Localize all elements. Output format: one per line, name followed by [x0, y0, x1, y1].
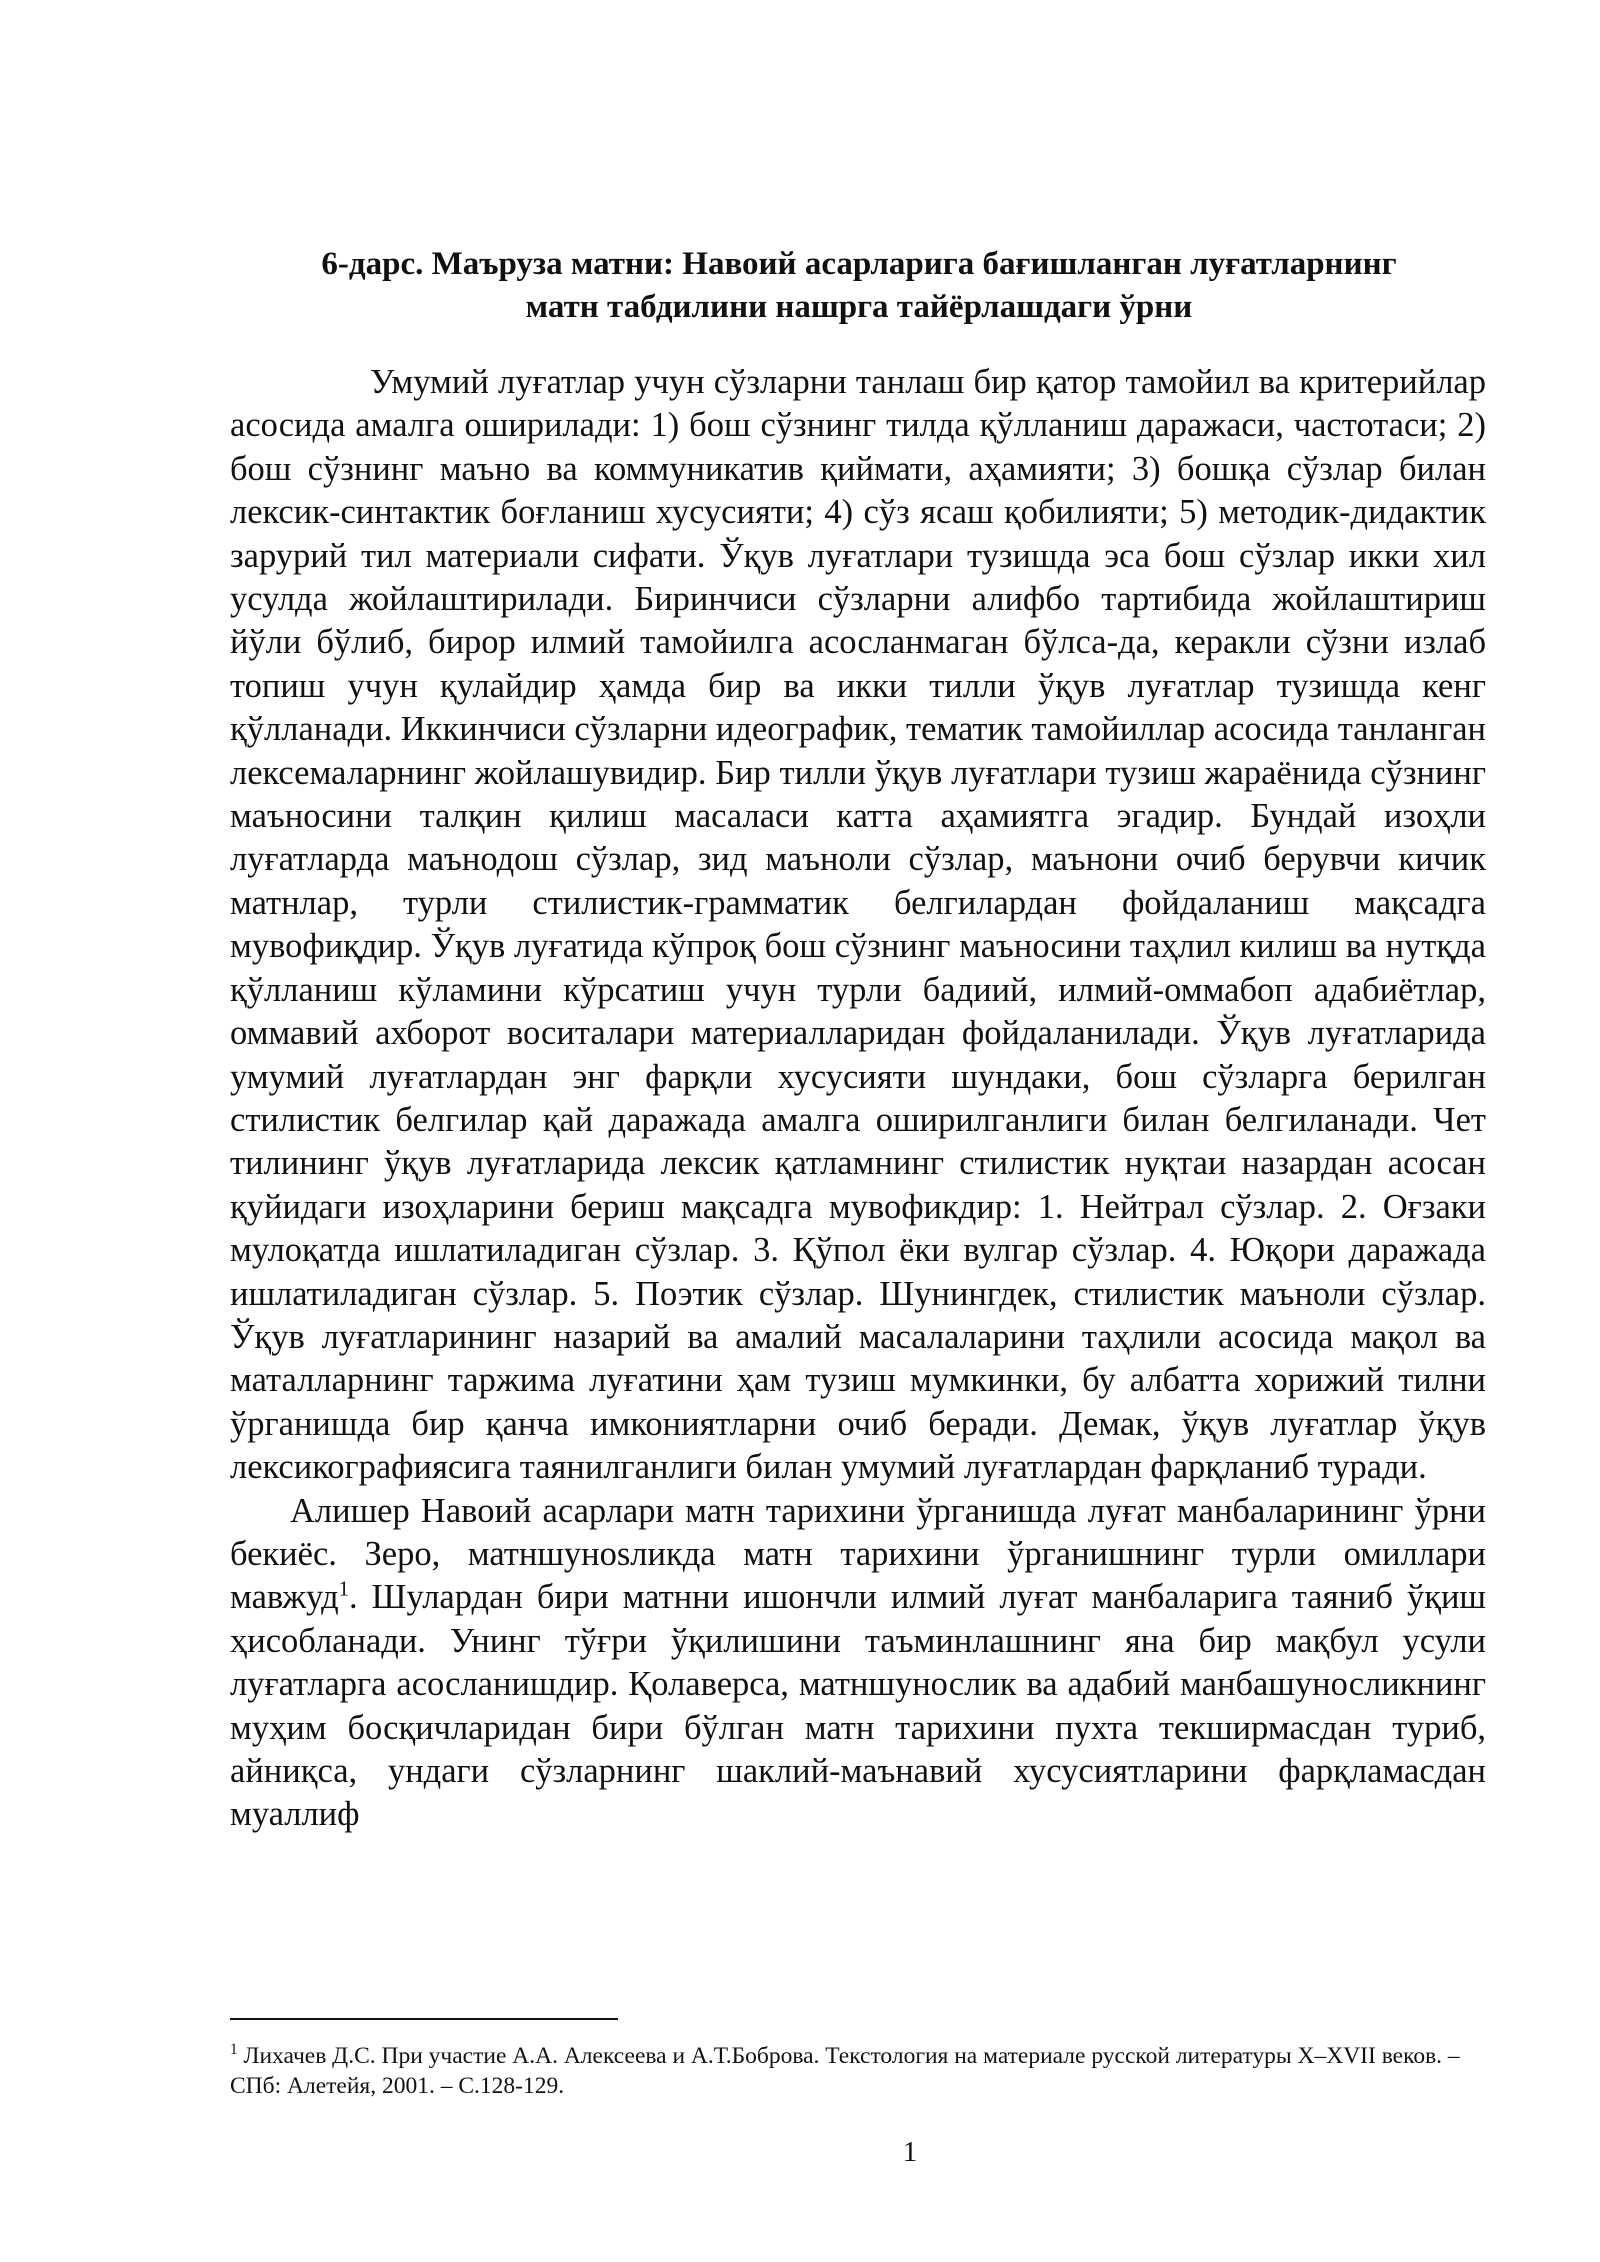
lecture-heading — [228, 243, 1490, 329]
paragraph-2-text-start: Алишер Навоий асарлари матн тарихини ўрганишда луғат манбаларининг ўрни бекиёс. Зеро, матншунosликда матн тарихини ўрганишнинг турли омиллари мавжуд — [230, 1491, 1486, 1617]
paragraph-1: Умумий луғатлар учун сўзларни танлаш бир қатор тамойил ва критерийлар асосида амалга оширилади: 1) бош сўзнинг тилда қўлланиш даражаси, частотаси; 2) бош сўзнинг маъно ва коммуникатив қиймати, аҳамияти; 3) бошқа сўзлар билан лексик-синтактик боғланиш хусусияти; 4) сўз ясаш қобилияти; 5) методик-дидактик зарурий тил материали сифати. Ўқув луғатлари тузишда эса бош сўзлар икки хил усулда жойлаштирилади. Биринчиси сўзларни алифбо тартибида жойлаштириш йўли бўлиб, бирор илмий тамойилга асосланмаган бўлса-да, керакли сўзни излаб топиш учун қулайдир ҳамда бир ва икки тилли ўқув луғатлар тузишда кенг қўлланади. Иккинчиси сўзларни идеографик, тематик тамойиллар асосида танланган лексемаларнинг жойлашувидир. Бир тилли ўқув луғатлари тузиш жараёнида сўзнинг маъносини талқин қилиш масаласи катта аҳамиятга эгадир. Бундай изоҳли луғатларда маънодош сўзлар, зид маъноли сўзлар, маънони очиб берувчи кичик матнлар, турли стилистик-грамматик белгилардан фойдаланиш мақсадга мувофиқдир. Ўқув луғатида кўпроқ бош сўзнинг маъносини таҳлил килиш ва нутқда қўлланиш кўламини кўрсатиш учун турли бадиий, илмий-оммабоп адабиётлар, оммавий ахборот воситалари материалларидан фойдаланилади. Ўқув луғатларида умумий луғатлардан энг фарқли хусусияти шундаки, бош сўзларга берилган стилистик белгилар қай даражада амалга оширилганлиги билан белгиланади. Чет тилининг ўқув луғатларида лексик қатламнинг стилистик нуқтаи назардан асосан қуйидаги изоҳларини бериш мақсадга мувофикдир: 1. Нейтрал сўзлар. 2. Оғзаки мулоқатда ишлатиладиган сўзлар. 3. Қўпол ёки вулгар сўзлар. 4. Юқори даражада ишлатиладиган сўзлар. 5. Поэтик сўзлар. Шунингдек, стилистик маъноли сўзлар. Ўқув луғатларининг назарий ва амалий масалаларини таҳлили асосида мақол ва маталларнинг таржима луғатини ҳам тузиш мумкинки, бу албатта хорижий тилни ўрганишда бир қанча имкониятларни очиб беради. Демак, ўқув луғатлар ўқув лексикографиясига таянилганлиги билан умумий луғатлардан фарқланиб туради. — [230, 363, 1486, 1487]
heading-line-1: 6-дарс. Маъруза матни: Навоий асарларига бағишланган луғатларнинг — [321, 246, 1397, 282]
footnote-separator — [230, 2018, 618, 2020]
footnote-reference[interactable]: 1 — [338, 1578, 350, 1601]
heading-line-2: матн табдилини нашрга тайёрлашдаги ўрни — [525, 289, 1193, 325]
paragraph-2 — [230, 1490, 1486, 1837]
paragraph-2-text-end: . Шулардан бири матнни ишончли илмий луғат манбаларига таяниб ўқиш ҳисобланади. Унинг тўғри ўқилишини таъминлашнинг яна бир мақбул усули луғатларга асосланишдир. Қолаверса, матншунослик ва адабий манбашуносликнинг муҳим босқичларидан бири бўлган матн тарихини пухта текширмасдан туриб, айниқса, ундаги сўзларнинг шаклий-маънавий хусусиятларини фарқламасдан муаллиф — [230, 1578, 1486, 1834]
page-number: 1 — [902, 2136, 918, 2168]
footnote-text: Лихачев Д.С. При участие А.А. Алексеева и А.Т.Боброва. Текстология на материале русской литературы X–XVII веков. – СПб: Алетейя, 2001. – С.128-129. — [230, 2043, 1460, 2099]
footnote — [230, 2041, 1486, 2101]
footnote-marker: 1 — [230, 2041, 238, 2059]
body-text — [230, 361, 1486, 1837]
